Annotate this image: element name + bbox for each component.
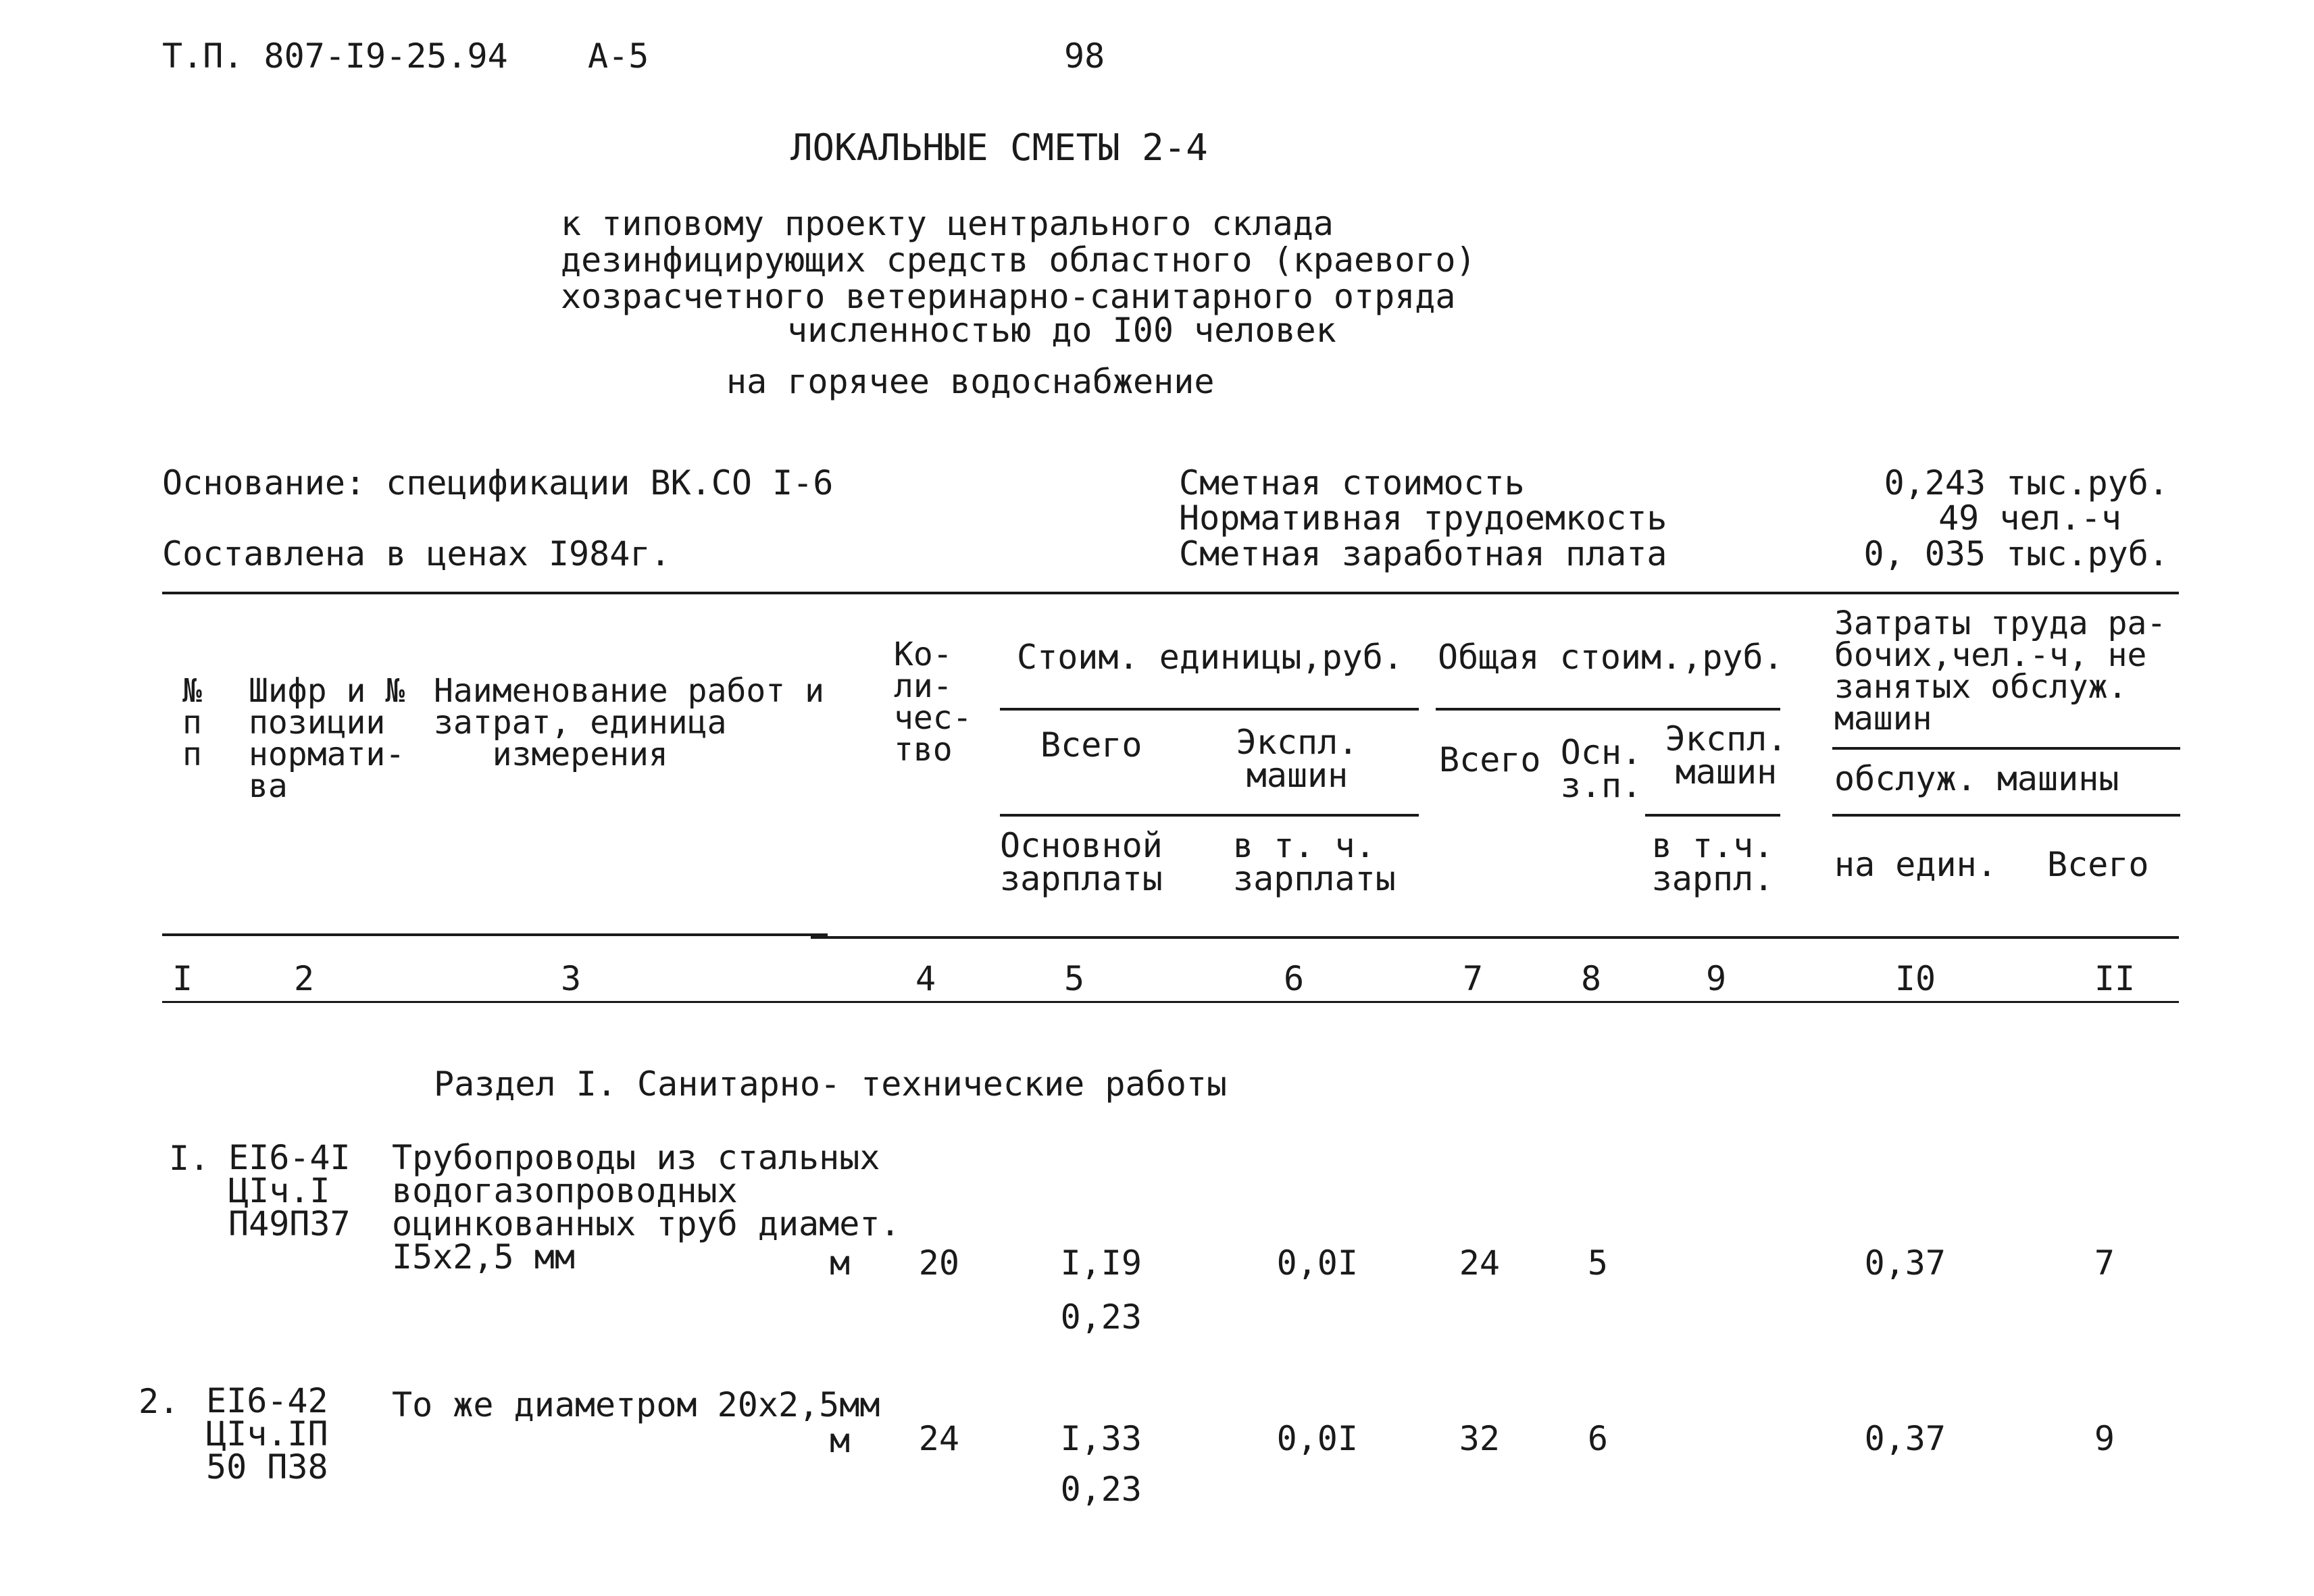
header-row-number: № п п <box>182 672 202 774</box>
document-title: ЛОКАЛЬНЫЕ СМЕТЫ 2-4 <box>790 126 1208 169</box>
unit-cost-rule <box>1000 708 1419 711</box>
header-unit-cost: Стоим. единицы,руб. <box>1017 638 1403 677</box>
row-2-quantity: 24 <box>918 1419 959 1458</box>
row-2-code: ЕI6-42 ЦIч.IП 50 П38 <box>206 1381 328 1487</box>
header-labor-total: Всего <box>2047 845 2149 884</box>
column-number-4: 4 <box>915 959 936 998</box>
column-number-9: 9 <box>1705 959 1727 998</box>
row-2-unit-wage: 0,23 <box>1060 1470 1142 1509</box>
row-1-labor-total: 7 <box>2094 1243 2115 1283</box>
row-1-code: ЕI6-4I ЦIч.I П49П37 <box>228 1138 351 1243</box>
estimated-wages-label: Сметная заработная плата <box>1179 534 1667 573</box>
header-quantity: Ко- ли- чес- тво <box>894 636 972 769</box>
labor-rule <box>1832 747 2180 750</box>
header-labor-machines: обслуж. машины <box>1834 759 2119 798</box>
header-labor: Затраты труда ра- бочих,чел.-ч, не занятых обслуж. машин <box>1834 604 2167 738</box>
header-total-basic-wage: Осн. з.п. <box>1560 733 1642 805</box>
header-unit-total: Всего <box>1040 725 1142 765</box>
title-line-2: дезинфицирующих средств областного (краевого) <box>561 240 1476 280</box>
header-bottom-rule-left <box>162 933 828 936</box>
row-2-total: 32 <box>1459 1419 1500 1458</box>
row-1-unit-total: I,I9 <box>1060 1243 1142 1283</box>
header-labor-per-unit: на един. <box>1834 845 1997 884</box>
row-2-name: То же диаметром 20х2,5мм <box>392 1385 880 1424</box>
labor-split-rule <box>1832 814 2180 817</box>
header-unit-basic-wage: Основной зарплаты <box>1000 826 1163 898</box>
title-line-3: хозрасчетного ветеринарно-санитарного отряда <box>561 277 1456 316</box>
album-number: А-5 <box>588 36 649 76</box>
column-number-1: I <box>172 959 193 998</box>
standard-labor-value: 49 чел.-ч <box>1938 498 2121 538</box>
header-unit-machines: Экспл. машин <box>1236 723 1359 795</box>
column-numbers-rule <box>162 1001 2179 1003</box>
row-1-basic-wage: 5 <box>1587 1243 1608 1283</box>
column-number-7: 7 <box>1462 959 1484 998</box>
column-number-10: I0 <box>1894 959 1936 998</box>
header-bottom-rule-right <box>811 936 2179 939</box>
row-2-basic-wage: 6 <box>1587 1419 1608 1458</box>
row-2-number: 2. <box>139 1382 180 1421</box>
estimated-wages-value: 0, 035 тыс.руб. <box>1863 534 2169 573</box>
row-1-total: 24 <box>1459 1243 1500 1283</box>
title-line-1: к типовому проекту центрального склада <box>561 204 1334 243</box>
column-number-2: 2 <box>293 959 315 998</box>
row-2-unit-total: I,33 <box>1060 1419 1142 1458</box>
row-1-number: I. <box>169 1139 210 1178</box>
column-number-3: 3 <box>560 959 582 998</box>
header-work-name: Наименование работ и затрат, единица измерения <box>434 672 824 774</box>
column-number-11: II <box>2094 959 2136 998</box>
standard-labor-label: Нормативная трудоемкость <box>1179 498 1667 538</box>
header-total-machines: Экспл. машин <box>1665 719 1788 792</box>
estimate-subject: на горячее водоснабжение <box>726 362 1215 401</box>
row-1-unit-wage: 0,23 <box>1060 1297 1142 1337</box>
row-1-unit: м <box>830 1243 851 1283</box>
row-1-name: Tрубопроводы из стальных водогазопроводных оцинкованных труб диамет. I5х2,5 мм <box>392 1138 901 1277</box>
section-title: Раздел I. Санитарно- технические работы <box>434 1064 1227 1104</box>
estimated-cost-value: 0,243 тыс.руб. <box>1884 463 2169 503</box>
total-wage-rule <box>1645 814 1780 817</box>
row-2-unit-machines: 0,0I <box>1276 1419 1358 1458</box>
row-1-quantity: 20 <box>918 1243 959 1283</box>
basis-text: Основание: спецификации ВК.СО I-6 <box>162 463 834 503</box>
column-number-8: 8 <box>1580 959 1602 998</box>
header-norm-code: Шифр и № позиции нормати- ва <box>249 672 405 806</box>
column-number-6: 6 <box>1283 959 1305 998</box>
row-2-labor-per-unit: 0,37 <box>1864 1419 1946 1458</box>
page-number: 98 <box>1064 36 1105 76</box>
unit-wage-rule <box>1000 814 1419 817</box>
row-2-unit: м <box>830 1421 851 1460</box>
price-base-text: Составлена в ценах I984г. <box>162 534 671 573</box>
row-1-labor-per-unit: 0,37 <box>1864 1243 1946 1283</box>
header-unit-incl-wage: в т. ч. зарплаты <box>1233 826 1396 898</box>
title-line-4: численностью до I00 человек <box>787 311 1336 350</box>
row-1-unit-machines: 0,0I <box>1276 1243 1358 1283</box>
column-number-5: 5 <box>1063 959 1085 998</box>
header-total-cost: Общая стоим.,руб. <box>1438 638 1784 677</box>
row-2-labor-total: 9 <box>2094 1419 2115 1458</box>
total-cost-rule <box>1436 708 1780 711</box>
header-total-incl-wage: в т.ч. зарпл. <box>1651 826 1774 898</box>
document-code: Т.П. 807-I9-25.94 <box>162 36 508 76</box>
table-top-rule <box>162 592 2179 594</box>
estimated-cost-label: Сметная стоимость <box>1179 463 1525 503</box>
header-total-all: Всего <box>1439 740 1541 779</box>
